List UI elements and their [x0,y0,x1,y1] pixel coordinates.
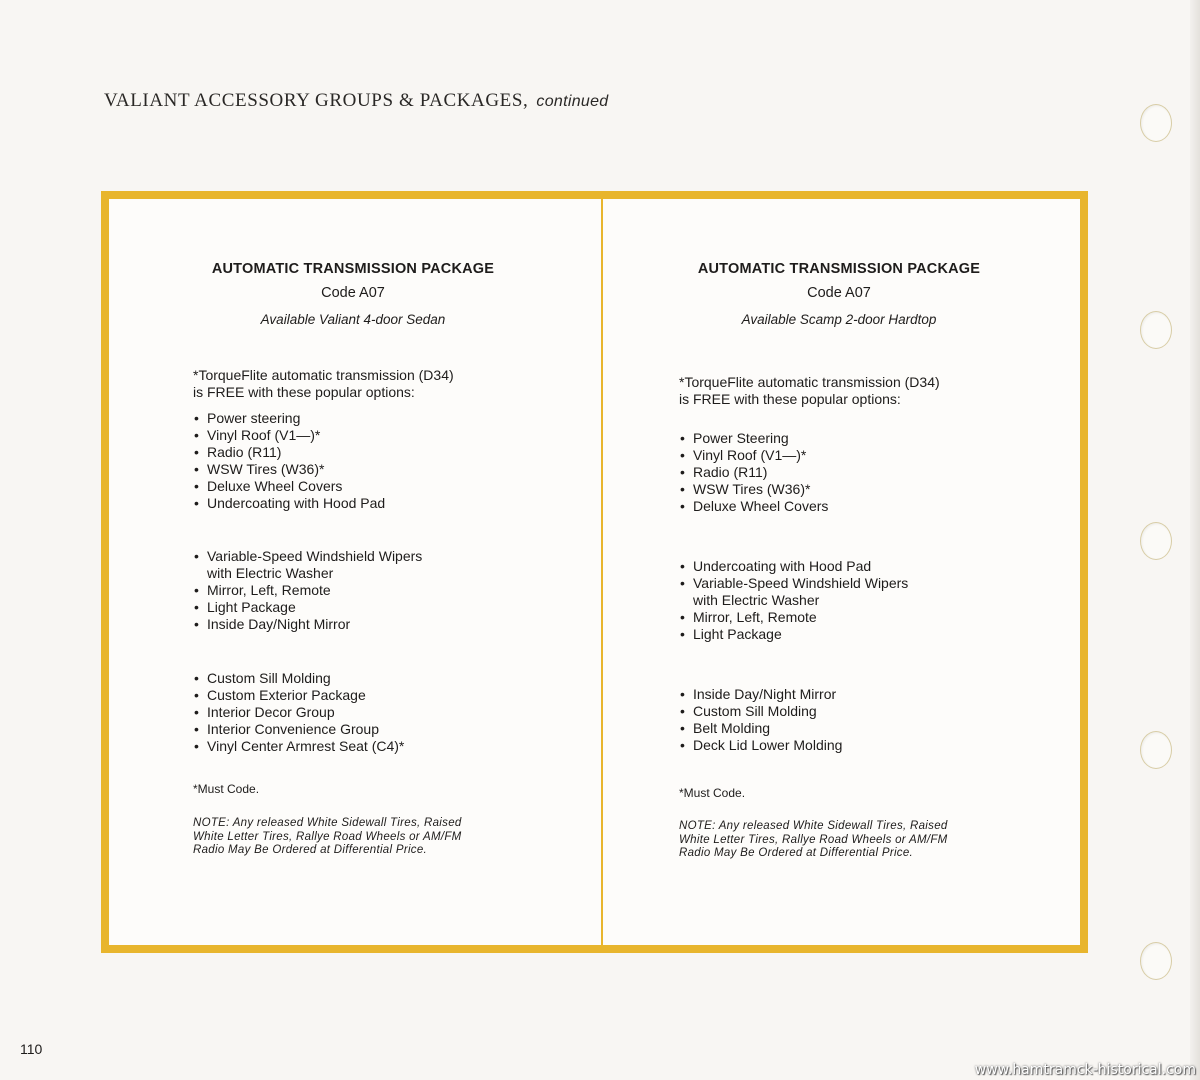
binder-hole [1140,731,1172,769]
intro-line: is FREE with these popular options: [679,391,901,407]
intro-line: *TorqueFlite automatic transmission (D34) [679,374,940,390]
list-item: • Deluxe Wheel Covers [193,478,385,495]
package-title: AUTOMATIC TRANSMISSION PACKAGE [697,261,981,277]
list-item: • Mirror, Left, Remote [193,582,422,599]
list-item: • Vinyl Roof (V1—)* [679,447,828,464]
header-title: VALIANT ACCESSORY GROUPS & PACKAGES, [104,90,529,111]
note-line: Radio May Be Ordered at Differential Price. [193,844,428,856]
options-list-group-1 [679,430,828,515]
list-item: • Custom Exterior Package [193,687,404,704]
list-item: • Variable-Speed Windshield Wipers [193,548,422,565]
intro-line: *TorqueFlite automatic transmission (D34) [193,367,454,383]
note-line: White Letter Tires, Rallye Road Wheels or AM/FM [679,833,948,846]
list-item: • Deck Lid Lower Molding [679,737,842,754]
page-number: 110 [20,1041,43,1057]
header-continued: continued [536,93,609,110]
package-availability: Available Valiant 4-door Sedan [260,312,446,327]
list-item: • Power steering [193,410,385,427]
binder-hole [1140,104,1172,142]
list-item: • Belt Molding [679,720,842,737]
list-item: • Deluxe Wheel Covers [679,498,828,515]
list-item: • Power Steering [679,430,828,447]
must-code-note: *Must Code. [193,782,260,796]
list-item-continuation [679,592,908,609]
right-package-column [679,199,1119,945]
package-frame [101,191,1088,953]
note-line: White Letter Tires, Rallye Road Wheels or AM/FM [193,830,462,843]
list-item: • Radio (R11) [679,464,828,481]
list-item: • Inside Day/Night Mirror [193,616,422,633]
package-title: AUTOMATIC TRANSMISSION PACKAGE [211,261,495,277]
list-item: • Light Package [193,599,422,616]
list-item: • Undercoating with Hood Pad [193,495,385,512]
note-line: Radio May Be Ordered at Differential Price. [679,847,914,859]
continuation-text: with Electric Washer [693,592,820,608]
binder-hole [1140,522,1172,560]
list-item: • Light Package [679,626,908,643]
list-item: • Vinyl Roof (V1—)* [193,427,385,444]
package-availability: Available Scamp 2-door Hardtop [741,312,937,327]
left-package-column [193,199,633,945]
package-intro [679,374,940,408]
must-code-note: *Must Code. [679,786,746,800]
package-code: Code A07 [321,285,385,301]
price-note [193,817,523,858]
package-intro [193,367,454,401]
list-item: • Undercoating with Hood Pad [679,558,908,575]
note-line: NOTE: Any released White Sidewall Tires, Raised [193,817,462,829]
package-code: Code A07 [807,285,871,301]
list-item: • Custom Sill Molding [679,703,842,720]
list-item: • Variable-Speed Windshield Wipers [679,575,908,592]
options-list-group-2 [679,558,908,643]
list-item: • Custom Sill Molding [193,670,404,687]
binder-hole [1140,311,1172,349]
intro-line: is FREE with these popular options: [193,384,415,400]
options-list-group-1 [193,410,385,512]
list-item: • Inside Day/Night Mirror [679,686,842,703]
options-list-group-3 [679,686,842,754]
list-item: • Vinyl Center Armrest Seat (C4)* [193,738,404,755]
options-list-group-3 [193,670,404,755]
binder-hole [1140,942,1172,980]
watermark: www.hamtramck-historical.com [974,1062,1196,1078]
note-line: NOTE: Any released White Sidewall Tires, Raised [679,820,948,832]
options-list-group-2 [193,548,422,633]
list-item: • Mirror, Left, Remote [679,609,908,626]
list-item-continuation [193,565,422,582]
list-item: • WSW Tires (W36)* [193,461,385,478]
page-edge [1190,0,1200,1080]
list-item: • Interior Decor Group [193,704,404,721]
continuation-text: with Electric Washer [207,565,334,581]
list-item: • Radio (R11) [193,444,385,461]
page-header [104,90,609,112]
list-item: • Interior Convenience Group [193,721,404,738]
list-item: • WSW Tires (W36)* [679,481,828,498]
price-note [679,820,1009,861]
